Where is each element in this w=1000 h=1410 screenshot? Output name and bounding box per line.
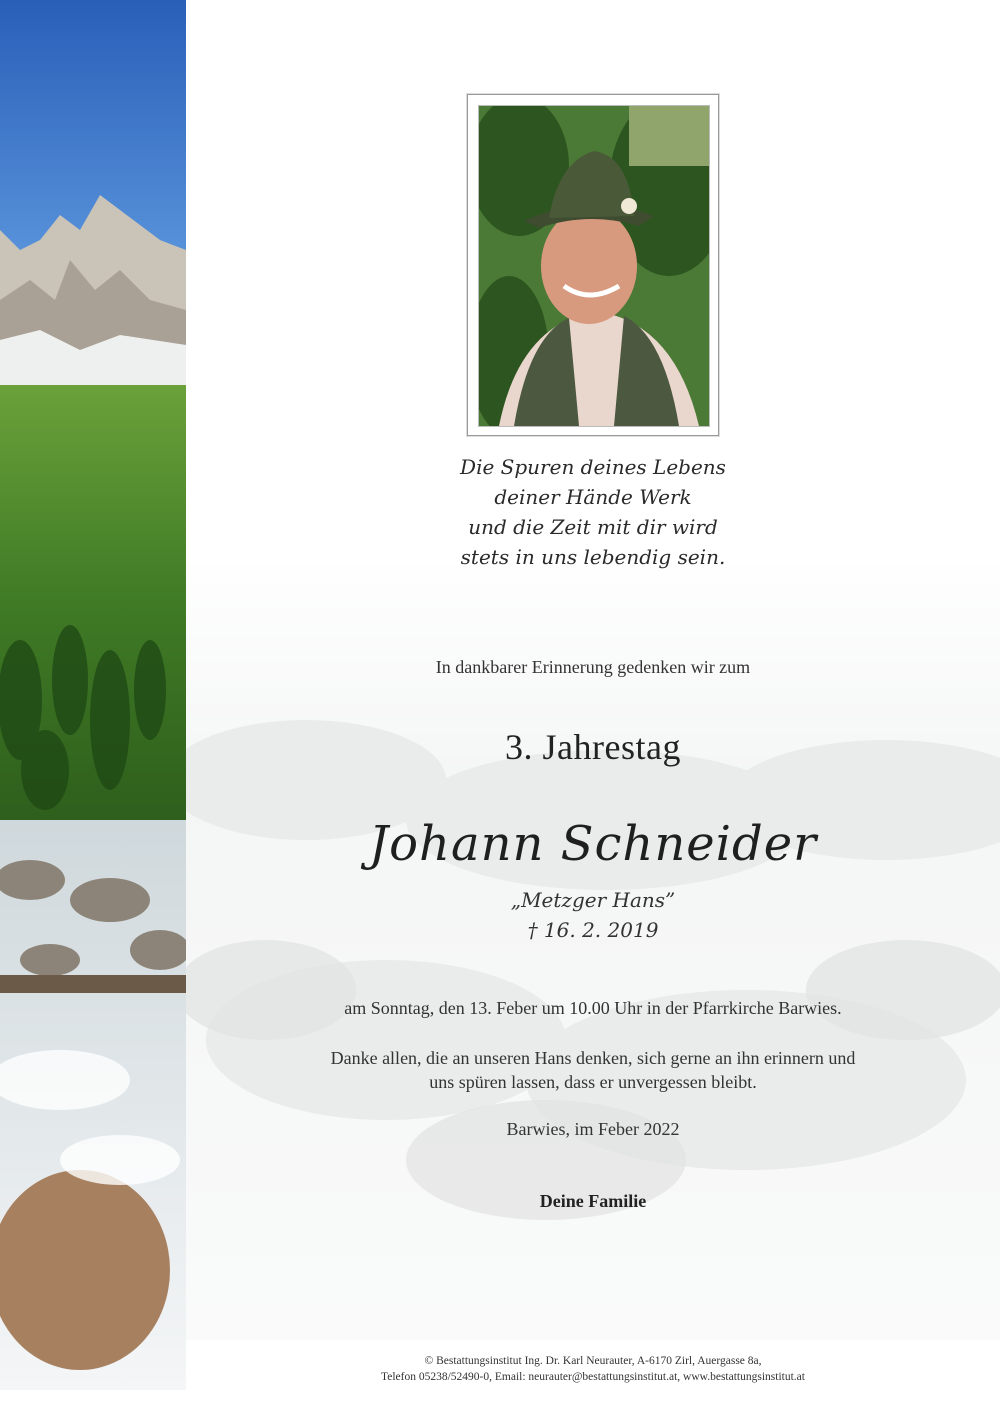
nickname: „Metzger Hans”	[510, 888, 676, 912]
place-date: Barwies, im Feber 2022	[506, 1119, 680, 1139]
poem-line: deiner Hände Werk	[494, 485, 692, 509]
intro-text: In dankbarer Erinnerung gedenken wir zum	[435, 657, 751, 677]
thanks-line: Danke allen, die an unseren Hans denken, sich gerne an ihn erinnern und	[330, 1048, 856, 1068]
landscape-strip-image	[0, 0, 186, 1390]
footer-line: Telefon 05238/52490-0, Email: neurauter@bestattungsinstitut.at, www.bestattungsinstitut.at	[381, 1371, 805, 1383]
thanks-line: uns spüren lassen, dass er unvergessen bleibt.	[429, 1072, 757, 1092]
anniversary-title: 3. Jahrestag	[505, 727, 681, 767]
mass-announcement: am Sonntag, den 13. Feber um 10.00 Uhr in der Pfarrkirche Barwies.	[344, 998, 842, 1018]
memorial-poem	[186, 452, 1000, 572]
deceased-name: Johann Schneider	[368, 816, 818, 872]
signature: Deine Familie	[539, 1191, 647, 1211]
poem-line: Die Spuren deines Lebens	[460, 455, 726, 479]
portrait-frame	[467, 94, 719, 436]
poem-line: stets in uns lebendig sein.	[460, 545, 726, 569]
footer	[186, 1353, 1000, 1385]
portrait-photo	[478, 105, 710, 427]
death-date: † 16. 2. 2019	[527, 918, 659, 942]
footer-line: © Bestattungsinstitut Ing. Dr. Karl Neurauter, A-6170 Zirl, Auergasse 8a,	[424, 1355, 762, 1367]
thanks-text	[186, 1046, 1000, 1094]
poem-line: und die Zeit mit dir wird	[468, 515, 718, 539]
memorial-card	[186, 0, 1000, 1410]
